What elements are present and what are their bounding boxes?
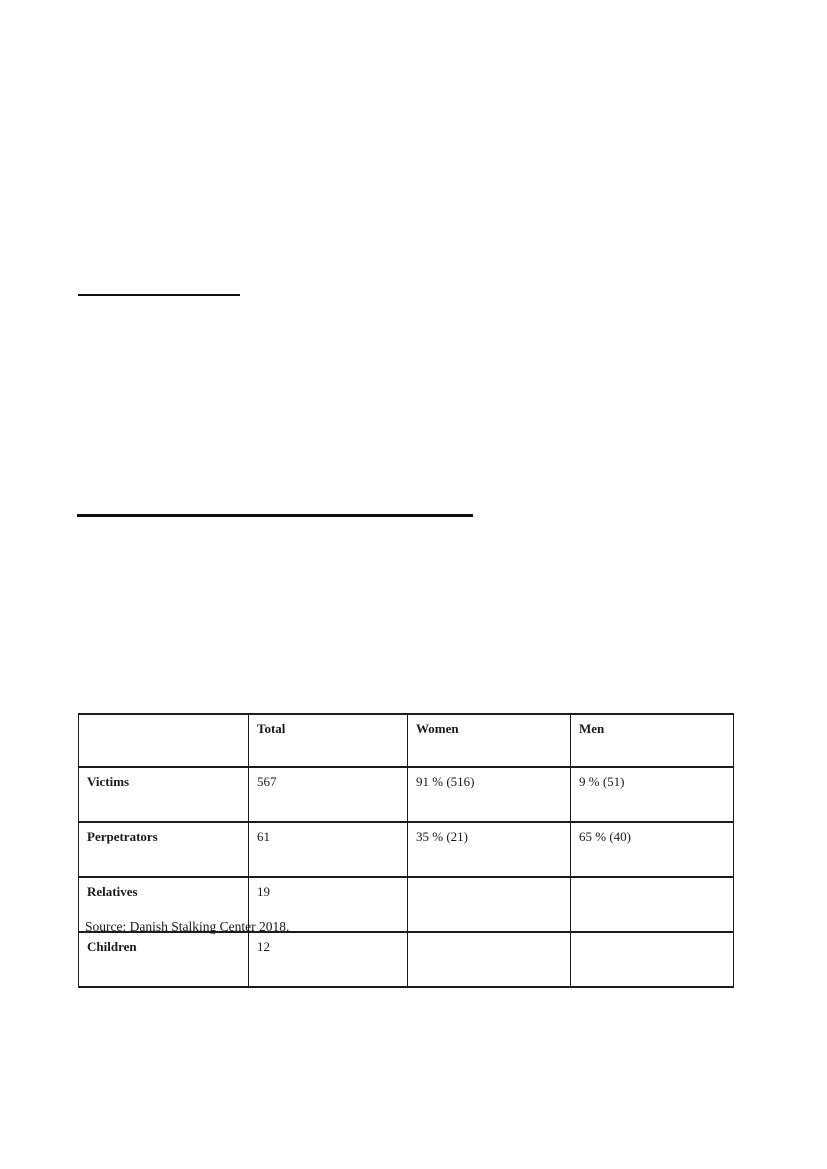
women-cell: 35 % (21) xyxy=(408,822,571,877)
row-label-cell: Children xyxy=(79,932,249,987)
total-cell: 567 xyxy=(249,767,408,822)
table-header-row xyxy=(79,714,734,767)
header-cell-women: Women xyxy=(408,714,571,767)
header-cell-blank xyxy=(79,714,249,767)
row-label-cell: Perpetrators xyxy=(79,822,249,877)
table-row-perpetrators xyxy=(79,822,734,877)
men-cell xyxy=(571,932,734,987)
header-cell-total: Total xyxy=(249,714,408,767)
row-label-cell: Victims xyxy=(79,767,249,822)
men-cell: 65 % (40) xyxy=(571,822,734,877)
total-cell: 19 xyxy=(249,877,408,932)
men-cell: 9 % (51) xyxy=(571,767,734,822)
women-cell xyxy=(408,877,571,932)
heading-rule-long xyxy=(77,514,473,517)
header-cell-men: Men xyxy=(571,714,734,767)
stalking-statistics-table xyxy=(78,713,734,988)
row-label-cell: Relatives xyxy=(79,877,249,932)
women-cell xyxy=(408,932,571,987)
total-cell: 12 xyxy=(249,932,408,987)
men-cell xyxy=(571,877,734,932)
table-row-victims xyxy=(79,767,734,822)
table-row-children xyxy=(79,932,734,987)
total-cell: 61 xyxy=(249,822,408,877)
heading-rule-short xyxy=(78,294,240,296)
table-source-caption: Source: Danish Stalking Center 2018. xyxy=(85,919,290,934)
women-cell: 91 % (516) xyxy=(408,767,571,822)
